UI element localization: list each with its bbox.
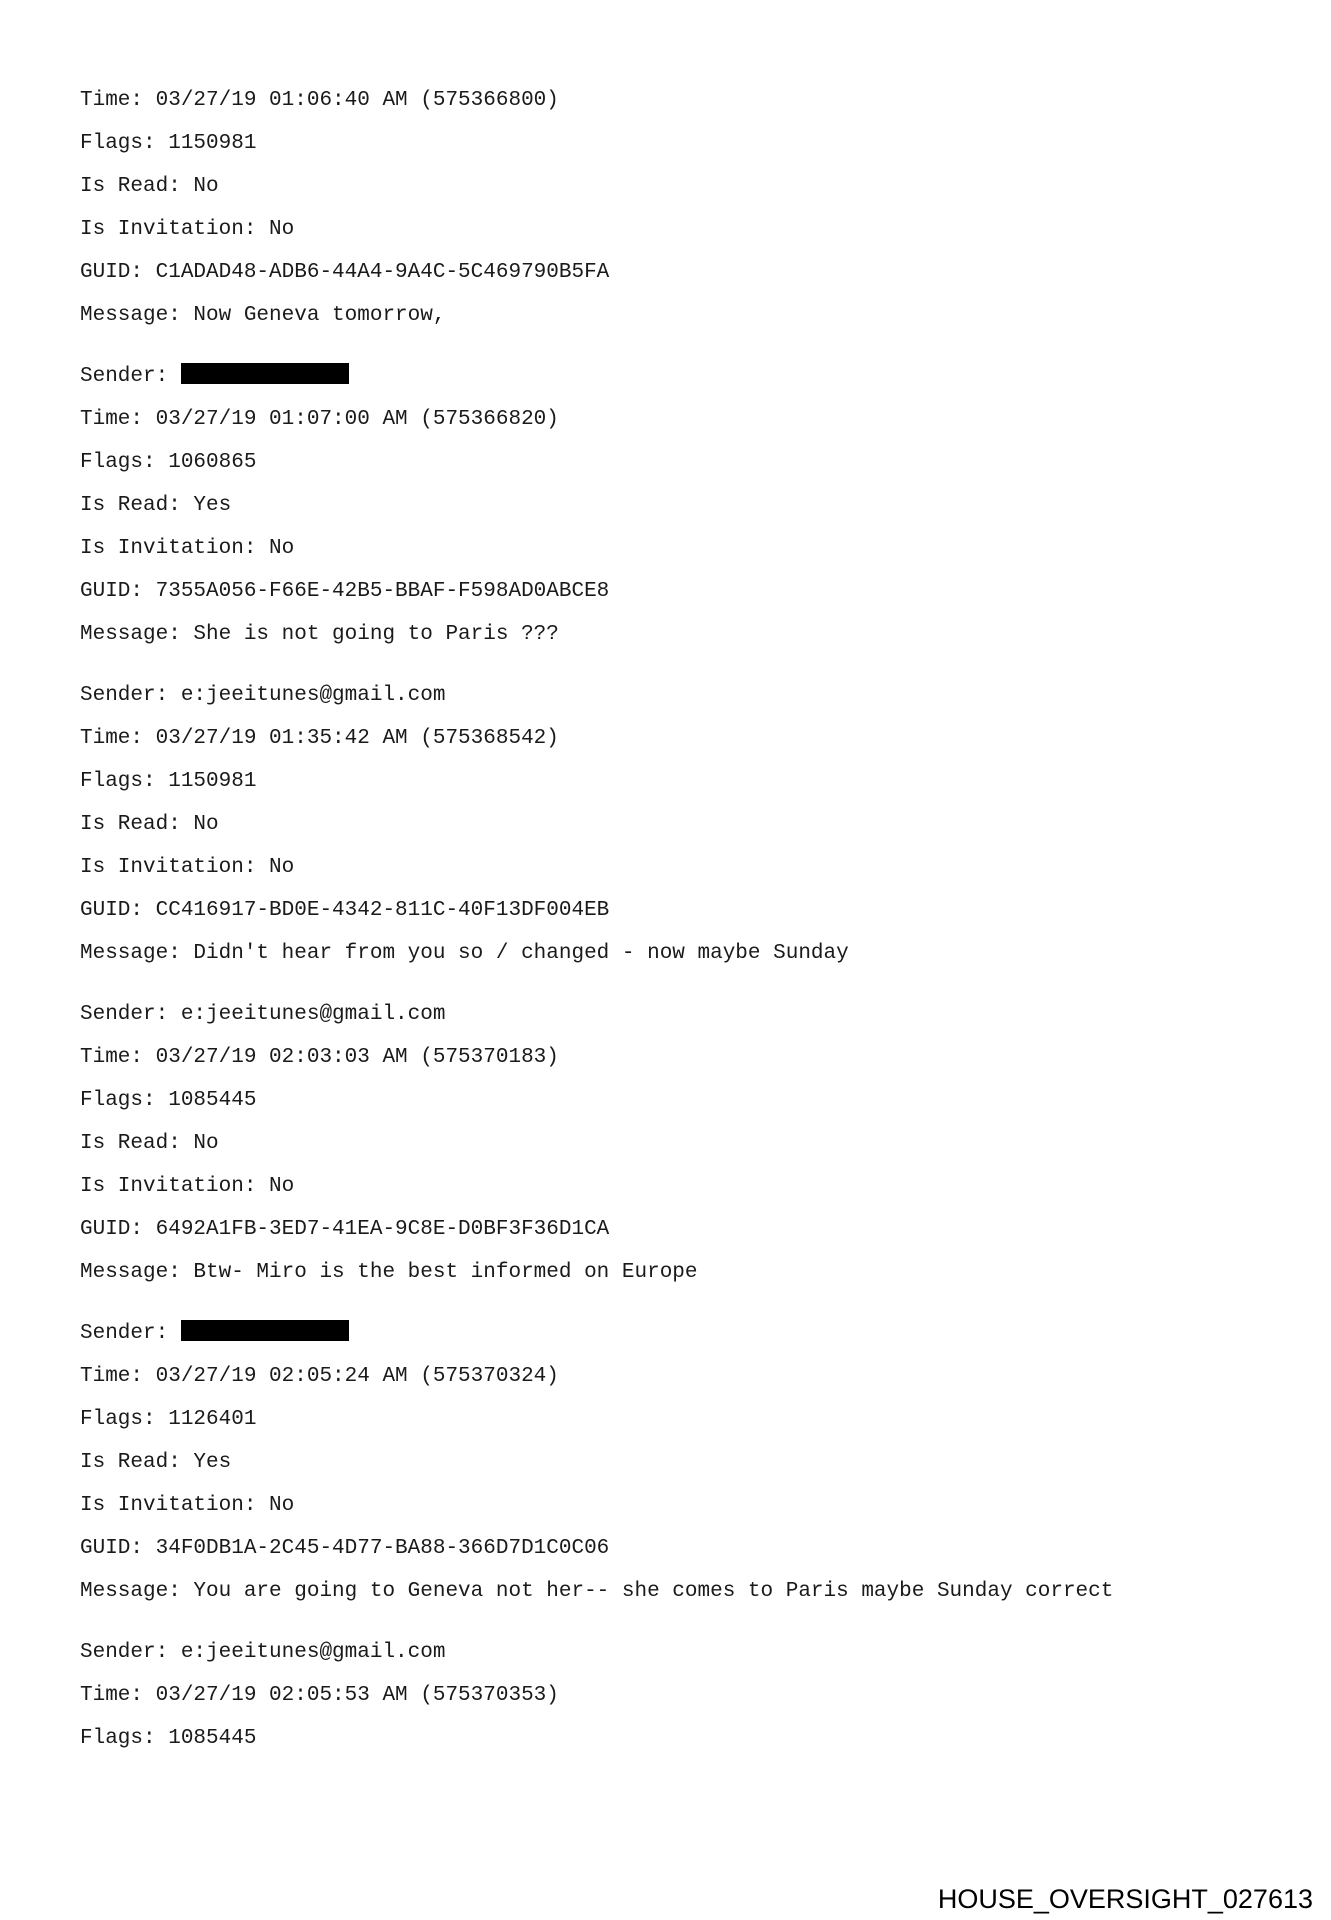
- is-read-line: Is Read: No: [80, 1132, 219, 1155]
- time-line: Time: 03/27/19 01:06:40 AM (575366800): [80, 89, 559, 112]
- flags-line: Flags: 1150981: [80, 770, 257, 793]
- time-line: Time: 03/27/19 01:07:00 AM (575366820): [80, 408, 559, 431]
- is-invitation-line: Is Invitation: No: [80, 537, 295, 560]
- message-record-fragment-first: [80, 79, 1280, 337]
- message-line: Message: She is not going to Paris ???: [80, 623, 559, 646]
- message-record: [80, 674, 1280, 975]
- flags-line: Flags: 1126401: [80, 1408, 257, 1431]
- message-record-fragment-last: [80, 1631, 1280, 1760]
- flags-line: Flags: 1085445: [80, 1089, 257, 1112]
- guid-line: GUID: 6492A1FB-3ED7-41EA-9C8E-D0BF3F36D1CA: [80, 1218, 610, 1241]
- message-line: Message: Btw- Miro is the best informed on Europe: [80, 1261, 698, 1284]
- sender-line: Sender: e:jeeitunes@gmail.com: [80, 684, 446, 707]
- is-read-line: Is Read: Yes: [80, 494, 232, 517]
- sender-line: Sender: e:jeeitunes@gmail.com: [80, 1641, 446, 1664]
- redaction-box: [181, 1320, 349, 1341]
- message-line: Message: Now Geneva tomorrow,: [80, 304, 446, 327]
- flags-line: Flags: 1150981: [80, 132, 257, 155]
- is-read-line: Is Read: Yes: [80, 1451, 232, 1474]
- is-read-line: Is Read: No: [80, 813, 219, 836]
- message-line: Message: Didn't hear from you so / changed - now maybe Sunday: [80, 942, 849, 965]
- sender-line: Sender: e:jeeitunes@gmail.com: [80, 1003, 446, 1026]
- guid-line: GUID: 7355A056-F66E-42B5-BBAF-F598AD0ABCE8: [80, 580, 610, 603]
- flags-line: Flags: 1060865: [80, 451, 257, 474]
- is-invitation-line: Is Invitation: No: [80, 1494, 295, 1517]
- guid-line: GUID: CC416917-BD0E-4342-811C-40F13DF004EB: [80, 899, 610, 922]
- flags-line: Flags: 1085445: [80, 1727, 257, 1750]
- guid-line: GUID: C1ADAD48-ADB6-44A4-9A4C-5C469790B5FA: [80, 261, 610, 284]
- sender-label: Sender:: [80, 1322, 181, 1345]
- redaction-box: [181, 363, 349, 384]
- message-line: Message: You are going to Geneva not her-- she comes to Paris maybe Sunday correct: [80, 1580, 1114, 1603]
- time-line: Time: 03/27/19 02:05:53 AM (575370353): [80, 1684, 559, 1707]
- message-record: [80, 1312, 1280, 1613]
- message-log: [80, 79, 1280, 1760]
- sender-line: [80, 1312, 1280, 1355]
- time-line: Time: 03/27/19 02:05:24 AM (575370324): [80, 1365, 559, 1388]
- guid-line: GUID: 34F0DB1A-2C45-4D77-BA88-366D7D1C0C06: [80, 1537, 610, 1560]
- time-line: Time: 03/27/19 02:03:03 AM (575370183): [80, 1046, 559, 1069]
- message-record: [80, 993, 1280, 1294]
- bates-number: HOUSE_OVERSIGHT_027613: [937, 1884, 1313, 1914]
- is-invitation-line: Is Invitation: No: [80, 218, 295, 241]
- is-read-line: Is Read: No: [80, 175, 219, 198]
- time-line: Time: 03/27/19 01:35:42 AM (575368542): [80, 727, 559, 750]
- is-invitation-line: Is Invitation: No: [80, 856, 295, 879]
- sender-line: [80, 355, 1280, 398]
- is-invitation-line: Is Invitation: No: [80, 1175, 295, 1198]
- sender-label: Sender:: [80, 365, 181, 388]
- message-record: [80, 355, 1280, 656]
